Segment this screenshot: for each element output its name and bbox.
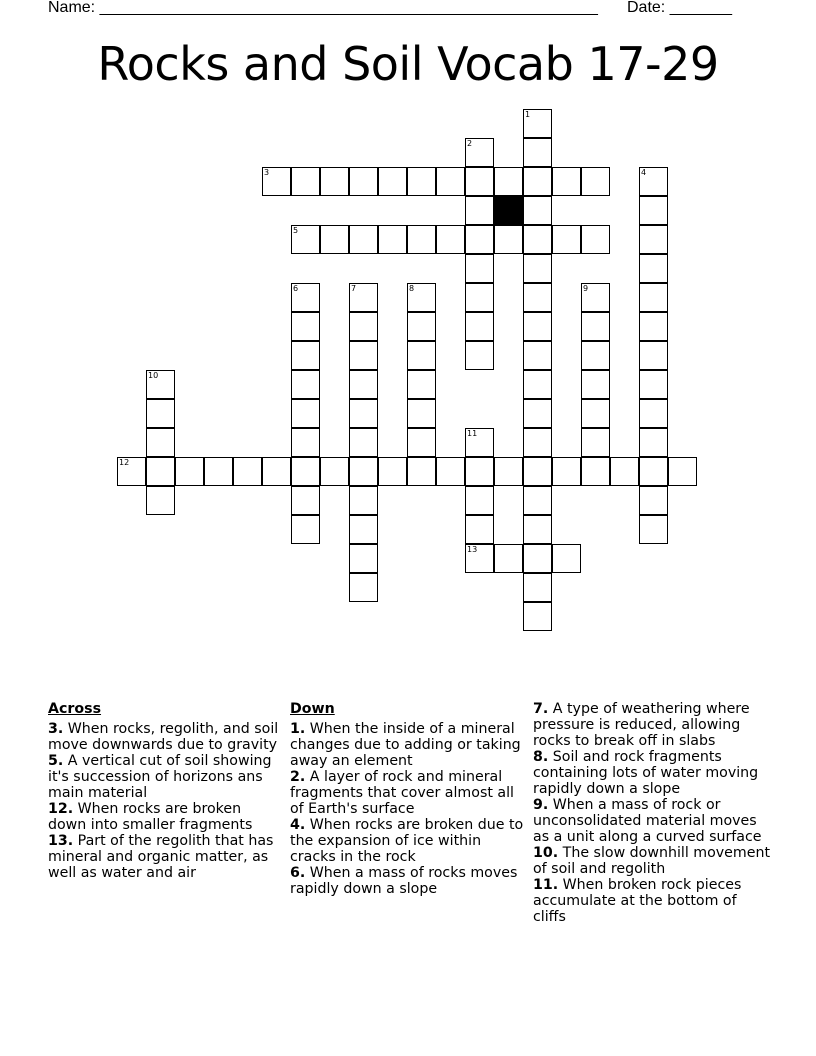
crossword-cell[interactable]: [465, 167, 494, 196]
crossword-cell[interactable]: [668, 457, 697, 486]
across-clues: [48, 701, 283, 881]
clue-down-1: 1. When the inside of a mineral changes due to adding or taking away an element: [290, 721, 521, 769]
crossword-cell[interactable]: [465, 196, 494, 225]
crossword-cell[interactable]: [117, 457, 146, 486]
crossword-cell[interactable]: [291, 457, 320, 486]
crossword-cell[interactable]: [436, 167, 465, 196]
clue-across-5: 5. A vertical cut of soil showing it's succession of horizons ans main material: [48, 753, 272, 801]
clue-down-7: 7. A type of weathering where pressure is reduced, allowing rocks to break off in slabs: [533, 701, 750, 749]
crossword-cell[interactable]: [378, 167, 407, 196]
crossword-cell[interactable]: [494, 225, 523, 254]
crossword-cell[interactable]: [262, 457, 291, 486]
down-clues-column-2: [533, 701, 773, 925]
crossword-cell[interactable]: [465, 225, 494, 254]
crossword-cell[interactable]: [523, 515, 552, 544]
down-clues-column-1: [290, 701, 525, 897]
crossword-cell[interactable]: [523, 428, 552, 457]
crossword-cell[interactable]: [349, 341, 378, 370]
clue-number: 5: [293, 226, 299, 235]
crossword-cell[interactable]: [349, 312, 378, 341]
crossword-cell[interactable]: [523, 486, 552, 515]
clue-number: 7: [351, 284, 357, 293]
crossword-cell[interactable]: [262, 167, 291, 196]
crossword-cell[interactable]: [465, 312, 494, 341]
crossword-cell[interactable]: [639, 254, 668, 283]
crossword-cell[interactable]: [523, 283, 552, 312]
clue-down-2: 2. A layer of rock and mineral fragments that cover almost all of Earth's surface: [290, 769, 514, 817]
clue-across-12: 12. When rocks are broken down into smaller fragments: [48, 801, 253, 833]
crossword-cell[interactable]: [523, 370, 552, 399]
crossword-cell[interactable]: [639, 457, 668, 486]
crossword-cell[interactable]: [465, 138, 494, 167]
crossword-cell[interactable]: [349, 573, 378, 602]
crossword-cell[interactable]: [349, 544, 378, 573]
crossword-cell[interactable]: [320, 225, 349, 254]
crossword-cell[interactable]: [610, 457, 639, 486]
crossword-cell[interactable]: [581, 225, 610, 254]
down-heading: Down: [290, 701, 335, 717]
crossword-cell[interactable]: [494, 544, 523, 573]
crossword-cell[interactable]: [291, 225, 320, 254]
clue-down-9: 9. When a mass of rock or unconsolidated material moves as a unit along a curved surface: [533, 797, 762, 845]
crossword-cell[interactable]: [378, 225, 407, 254]
crossword-cell[interactable]: [291, 283, 320, 312]
crossword-cell[interactable]: [523, 341, 552, 370]
crossword-cell[interactable]: [639, 283, 668, 312]
clue-across-13: 13. Part of the regolith that has mineral and organic matter, as well as water and air: [48, 833, 274, 881]
crossword-cell[interactable]: [349, 370, 378, 399]
crossword-cell[interactable]: [581, 312, 610, 341]
crossword-cell[interactable]: [291, 341, 320, 370]
clue-number: 11: [467, 429, 478, 438]
clue-down-10: 10. The slow downhill movement of soil and regolith: [533, 845, 771, 877]
crossword-cell[interactable]: [494, 167, 523, 196]
crossword-cell[interactable]: [291, 515, 320, 544]
crossword-cell[interactable]: [639, 196, 668, 225]
crossword-cell[interactable]: [291, 167, 320, 196]
crossword-cell[interactable]: [407, 457, 436, 486]
crossword-cell[interactable]: [523, 399, 552, 428]
crossword-cell[interactable]: [581, 399, 610, 428]
black-cell: [494, 196, 523, 225]
clue-number: 4: [641, 168, 647, 177]
crossword-cell[interactable]: [523, 196, 552, 225]
clue-number: 6: [293, 284, 299, 293]
crossword-cell[interactable]: [291, 399, 320, 428]
crossword-cell[interactable]: [407, 283, 436, 312]
crossword-cell[interactable]: [639, 515, 668, 544]
crossword-cell[interactable]: [204, 457, 233, 486]
crossword-cell[interactable]: [465, 544, 494, 573]
crossword-cell[interactable]: [146, 370, 175, 399]
clue-number: 9: [583, 284, 589, 293]
crossword-cell[interactable]: [523, 457, 552, 486]
clue-number: 10: [148, 371, 159, 380]
crossword-cell[interactable]: [146, 486, 175, 515]
crossword-cell[interactable]: [465, 254, 494, 283]
crossword-cell[interactable]: [436, 457, 465, 486]
crossword-cell[interactable]: [523, 109, 552, 138]
crossword-cell[interactable]: [523, 544, 552, 573]
crossword-cell[interactable]: [407, 312, 436, 341]
crossword-cell[interactable]: [581, 167, 610, 196]
name-field-label: Name: ________________________________________________________: [48, 0, 598, 16]
clue-down-4: 4. When rocks are broken due to the expansion of ice within cracks in the rock: [290, 817, 524, 865]
crossword-cell[interactable]: [407, 428, 436, 457]
crossword-cell[interactable]: [465, 457, 494, 486]
crossword-cell[interactable]: [407, 167, 436, 196]
clue-number: 3: [264, 168, 270, 177]
crossword-cell[interactable]: [639, 428, 668, 457]
crossword-cell[interactable]: [320, 167, 349, 196]
clue-number: 12: [119, 458, 130, 467]
crossword-cell[interactable]: [146, 399, 175, 428]
crossword-cell[interactable]: [581, 283, 610, 312]
crossword-cell[interactable]: [175, 457, 204, 486]
crossword-cell[interactable]: [407, 399, 436, 428]
across-heading: Across: [48, 701, 102, 717]
clue-number: 8: [409, 284, 415, 293]
crossword-cell[interactable]: [291, 486, 320, 515]
crossword-cell[interactable]: [523, 138, 552, 167]
crossword-cell[interactable]: [639, 370, 668, 399]
clue-down-8: 8. Soil and rock fragments containing lots of water moving rapidly down a slope: [533, 749, 759, 797]
crossword-cell[interactable]: [639, 312, 668, 341]
crossword-cell[interactable]: [349, 428, 378, 457]
crossword-cell[interactable]: [465, 515, 494, 544]
crossword-cell[interactable]: [349, 457, 378, 486]
clue-number: 2: [467, 139, 473, 148]
date-field-label: Date: _______: [627, 0, 732, 16]
clue-number: 1: [525, 110, 531, 119]
crossword-cell[interactable]: [291, 370, 320, 399]
crossword-cell[interactable]: [349, 515, 378, 544]
crossword-cell[interactable]: [465, 283, 494, 312]
crossword-cell[interactable]: [552, 544, 581, 573]
crossword-cell[interactable]: [639, 486, 668, 515]
clue-down-6: 6. When a mass of rocks moves rapidly down a slope: [290, 865, 518, 897]
crossword-cell[interactable]: [465, 428, 494, 457]
crossword-cell[interactable]: [639, 225, 668, 254]
crossword-cell[interactable]: [581, 341, 610, 370]
crossword-cell[interactable]: [349, 225, 378, 254]
page-title: Rocks and Soil Vocab 17-29: [97, 37, 719, 91]
crossword-cell[interactable]: [349, 167, 378, 196]
crossword-cell[interactable]: [436, 225, 465, 254]
crossword-cell[interactable]: [407, 341, 436, 370]
crossword-cell[interactable]: [349, 399, 378, 428]
crossword-cell[interactable]: [378, 457, 407, 486]
crossword-cell[interactable]: [639, 399, 668, 428]
crossword-cell[interactable]: [552, 167, 581, 196]
crossword-cell[interactable]: [349, 283, 378, 312]
crossword-cell[interactable]: [581, 428, 610, 457]
crossword-cell[interactable]: [494, 457, 523, 486]
clue-across-3: 3. When rocks, regolith, and soil move downwards due to gravity: [48, 721, 279, 753]
crossword-cell[interactable]: [523, 312, 552, 341]
crossword-cell[interactable]: [523, 254, 552, 283]
crossword-cell[interactable]: [349, 486, 378, 515]
crossword-cell[interactable]: [407, 225, 436, 254]
crossword-cell[interactable]: [552, 457, 581, 486]
crossword-cell[interactable]: [581, 370, 610, 399]
clue-down-11: 11. When broken rock pieces accumulate at the bottom of cliffs: [533, 877, 742, 925]
crossword-cell[interactable]: [291, 312, 320, 341]
crossword-cell[interactable]: [291, 428, 320, 457]
crossword-cell[interactable]: [523, 602, 552, 631]
crossword-cell[interactable]: [233, 457, 262, 486]
crossword-cell[interactable]: [320, 457, 349, 486]
crossword-cell[interactable]: [146, 457, 175, 486]
crossword-cell[interactable]: [465, 341, 494, 370]
crossword-cell[interactable]: [465, 486, 494, 515]
crossword-cell[interactable]: [581, 457, 610, 486]
crossword-cell[interactable]: [552, 225, 581, 254]
crossword-cell[interactable]: [523, 167, 552, 196]
crossword-cell[interactable]: [639, 341, 668, 370]
crossword-cell[interactable]: [639, 167, 668, 196]
crossword-cell[interactable]: [146, 428, 175, 457]
crossword-cell[interactable]: [523, 573, 552, 602]
crossword-cell[interactable]: [407, 370, 436, 399]
crossword-cell[interactable]: [523, 225, 552, 254]
clue-number: 13: [467, 545, 478, 554]
